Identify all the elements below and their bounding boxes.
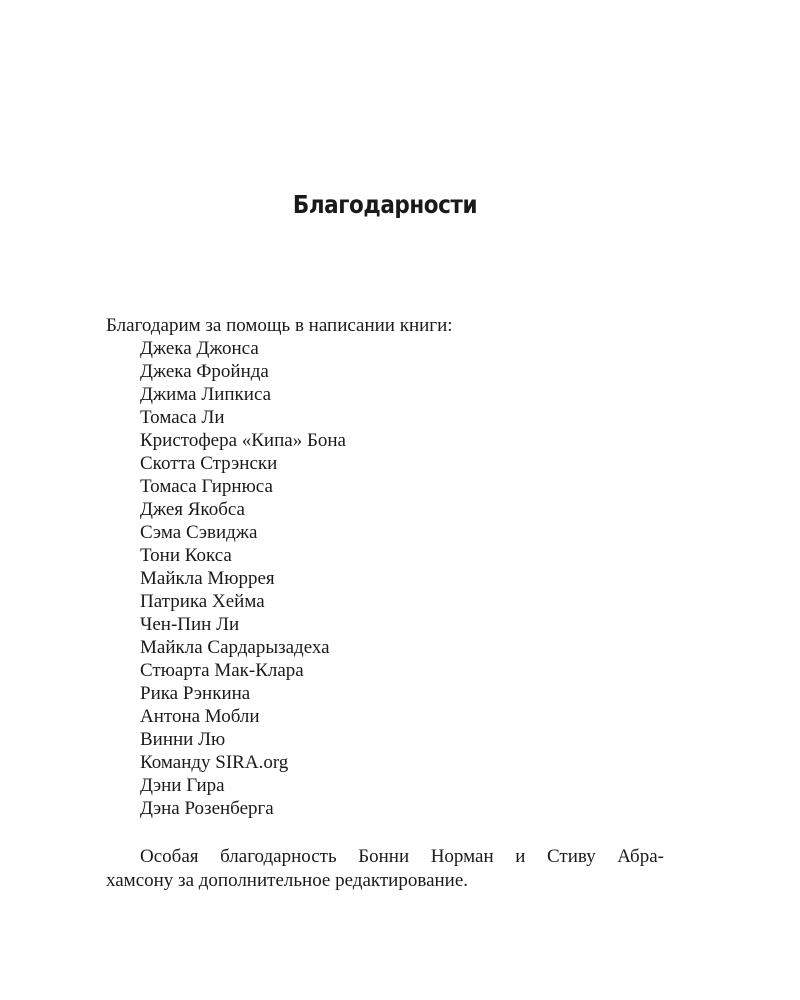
list-item: Рика Рэнкина [140,683,251,704]
list-item: Команду SIRA.org [140,752,289,773]
list-item: Патрика Хейма [140,591,265,612]
list-item: Чен-Пин Ли [140,614,240,635]
list-item: Майкла Сардарызадеха [140,637,330,658]
list-item: Джека Фройнда [140,361,269,382]
list-item: Майкла Мюррея [140,568,275,589]
intro-text: Благодарим за помощь в написании книги: [106,315,453,336]
closing-line-2: хамсону за дополнительное редактирование. [106,870,469,891]
closing-line-1: Особая благодарность Бонни Норман и Стиву Абра- [140,846,664,867]
list-item: Антона Мобли [140,706,260,727]
page-title: Благодарности [292,190,478,219]
list-item: Винни Лю [140,729,226,750]
list-item: Томаса Гирнюса [140,476,273,497]
list-item: Дэни Гира [140,775,225,796]
list-item: Дэна Розенберга [140,798,274,819]
list-item: Стюарта Мак-Клара [140,660,304,681]
list-item: Скотта Стрэнски [140,453,278,474]
list-item: Кристофера «Кипа» Бона [140,430,346,451]
list-item: Тони Кокса [140,545,232,566]
list-item: Томаса Ли [140,407,225,428]
closing-paragraph [106,845,664,893]
list-item: Джека Джонса [140,338,259,359]
list-item: Джея Якобса [140,499,245,520]
list-item: Сэма Сэвиджа [140,522,258,543]
list-item: Джима Липкиса [140,384,272,405]
acknowledgement-list [140,337,346,820]
